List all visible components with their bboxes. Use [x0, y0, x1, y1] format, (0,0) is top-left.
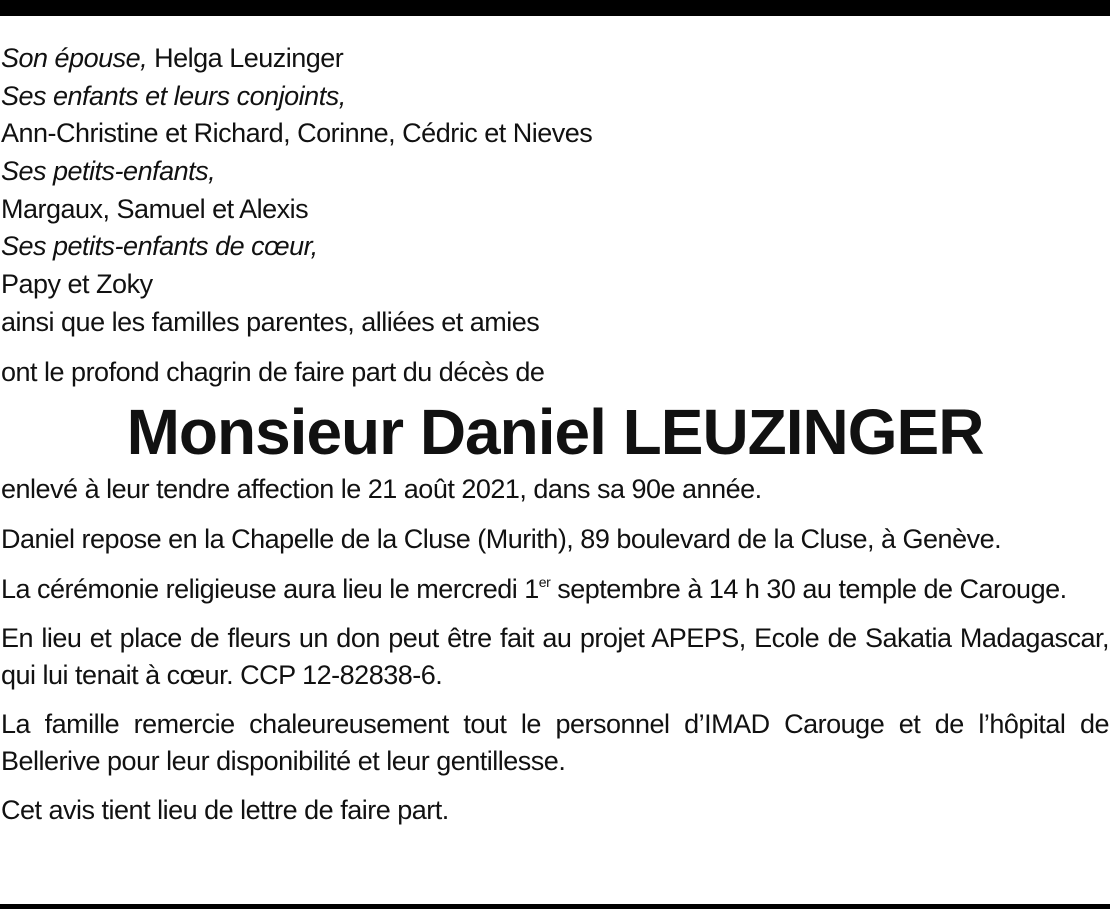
- heart-grandchildren-names: Papy et Zoky: [1, 269, 153, 300]
- top-rule: [0, 0, 1110, 16]
- spouse-line: [1, 40, 1109, 78]
- children-label: Ses enfants et leurs conjoints,: [1, 80, 346, 111]
- thanks-paragraph: La famille remercie chaleureusement tout le personnel d’IMAD Carouge et de l’hôpital de Bellerive pour leur disponibilité et leur gentillesse.: [1, 708, 1109, 776]
- ceremony-paragraph: [1, 571, 1109, 608]
- ceremony-text-after: septembre à 14 h 30 au temple de Carouge.: [550, 573, 1067, 604]
- passing-line: enlevé à leur tendre affection le 21 août 2021, dans sa 90e année.: [1, 474, 762, 505]
- spouse-name: Helga Leuzinger: [154, 43, 344, 73]
- ceremony-text-before: La cérémonie religieuse aura lieu le mercredi 1: [1, 573, 539, 604]
- rest-line: Daniel repose en la Chapelle de la Cluse (Murith), 89 boulevard de la Cluse, à Genève.: [1, 523, 1002, 554]
- ceremony-ordinal-suffix: er: [538, 573, 551, 590]
- heart-grandchildren-label: Ses petits-enfants de cœur,: [1, 231, 318, 262]
- grandchildren-label: Ses petits-enfants,: [1, 156, 216, 187]
- donation-paragraph: En lieu et place de fleurs un don peut être fait au projet APEPS, Ecole de Sakatia Madagascar, qui lui tenait à cœur. CCP 12-82838-6.: [1, 622, 1109, 690]
- children-names: Ann-Christine et Richard, Corinne, Cédric et Nieves: [1, 118, 593, 149]
- grandchildren-names: Margaux, Samuel et Alexis: [1, 193, 309, 224]
- spouse-label: Son épouse,: [1, 43, 148, 73]
- closing-line: Cet avis tient lieu de lettre de faire part.: [1, 794, 449, 825]
- announcement-line: ont le profond chagrin de faire part du décès de: [1, 356, 545, 387]
- families-line: ainsi que les familles parentes, alliées et amies: [1, 306, 540, 337]
- deceased-name: Monsieur Daniel LEUZINGER: [126, 396, 984, 469]
- obituary-notice: [1, 40, 1109, 829]
- bottom-rule: [0, 904, 1110, 909]
